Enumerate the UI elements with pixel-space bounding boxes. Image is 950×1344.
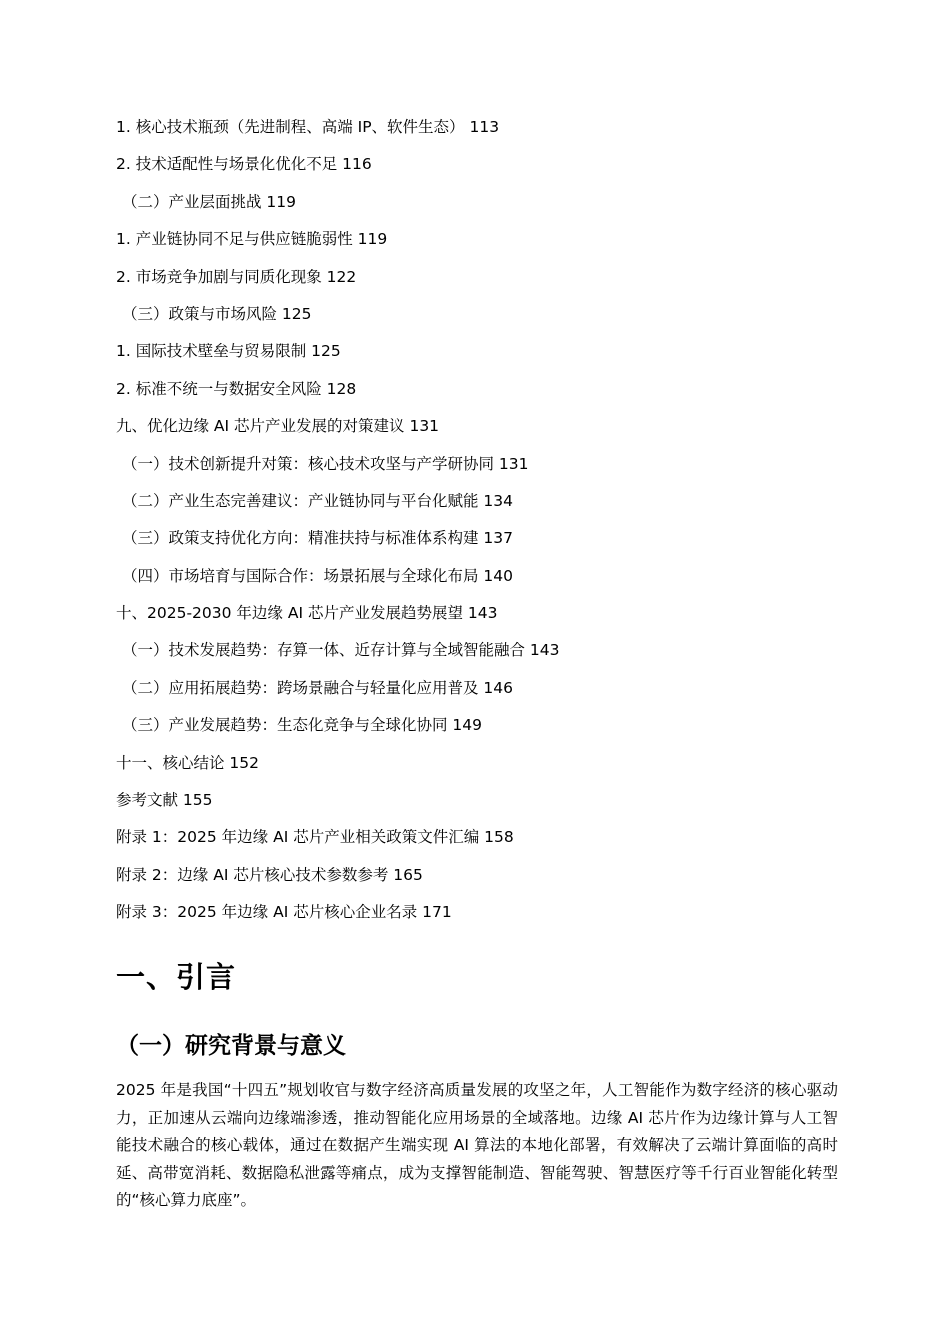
- toc-entry[interactable]: 附录 3：2025 年边缘 AI 芯片核心企业名录 171: [116, 903, 452, 922]
- toc-entry[interactable]: 九、优化边缘 AI 芯片产业发展的对策建议 131: [116, 417, 440, 436]
- toc-entry[interactable]: 参考文献 155: [116, 791, 213, 810]
- toc-entry[interactable]: 十一、核心结论 152: [116, 753, 260, 772]
- toc-entry[interactable]: （二）产业层面挑战 119: [122, 192, 297, 211]
- toc-entry[interactable]: （三）产业发展趋势：生态化竞争与全球化协同 149: [122, 716, 483, 735]
- toc-entry[interactable]: （二）产业生态完善建议：产业链协同与平台化赋能 134: [122, 491, 514, 510]
- section-heading: 一、引言: [116, 960, 237, 994]
- toc-entry[interactable]: 附录 1：2025 年边缘 AI 芯片产业相关政策文件汇编 158: [116, 828, 514, 847]
- toc-entry[interactable]: 2. 标准不统一与数据安全风险 128: [116, 379, 357, 398]
- toc-entry[interactable]: （一）技术发展趋势：存算一体、近存计算与全域智能融合 143: [122, 641, 560, 660]
- toc-entry[interactable]: 附录 2：边缘 AI 芯片核心技术参数参考 165: [116, 865, 423, 884]
- table-of-contents: [116, 116, 836, 939]
- toc-entry[interactable]: （一）技术创新提升对策：核心技术攻坚与产学研协同 131: [122, 454, 529, 473]
- toc-entry[interactable]: （四）市场培育与国际合作：场景拓展与全球化布局 140: [122, 566, 514, 585]
- body-paragraph: 2025 年是我国“十四五”规划收官与数字经济高质量发展的攻坚之年，人工智能作为数字经济的核心驱动力，正加速从云端向边缘端渗透，推动智能化应用场景的全域落地。边缘 AI 芯片作为边缘计算与人工智能技术融合的核心载体，通过在数据产生端实现 AI 算法的本地化部署，有效解决了云端计算面临的高时延、高带宽消耗、数据隐私泄露等痛点，成为支撑智能制造、智能驾驶、智慧医疗等千行百业智能化转型的“核心算力底座”。: [116, 1081, 838, 1210]
- toc-entry[interactable]: （三）政策与市场风险 125: [122, 304, 312, 323]
- subsection-heading: （一）研究背景与意义: [116, 1033, 346, 1059]
- toc-entry[interactable]: （二）应用拓展趋势：跨场景融合与轻量化应用普及 146: [122, 678, 514, 697]
- toc-entry[interactable]: 十、2025-2030 年边缘 AI 芯片产业发展趋势展望 143: [116, 604, 498, 623]
- toc-entry[interactable]: 2. 技术适配性与场景化优化不足 116: [116, 155, 372, 174]
- toc-entry[interactable]: （三）政策支持优化方向：精准扶持与标准体系构建 137: [122, 529, 514, 548]
- toc-entry[interactable]: 2. 市场竞争加剧与同质化现象 122: [116, 267, 357, 286]
- toc-entry[interactable]: 1. 产业链协同不足与供应链脆弱性 119: [116, 230, 388, 249]
- toc-entry[interactable]: 1. 核心技术瓶颈（先进制程、高端 IP、软件生态） 113: [116, 118, 500, 136]
- toc-entry[interactable]: 1. 国际技术壁垒与贸易限制 125: [116, 342, 341, 361]
